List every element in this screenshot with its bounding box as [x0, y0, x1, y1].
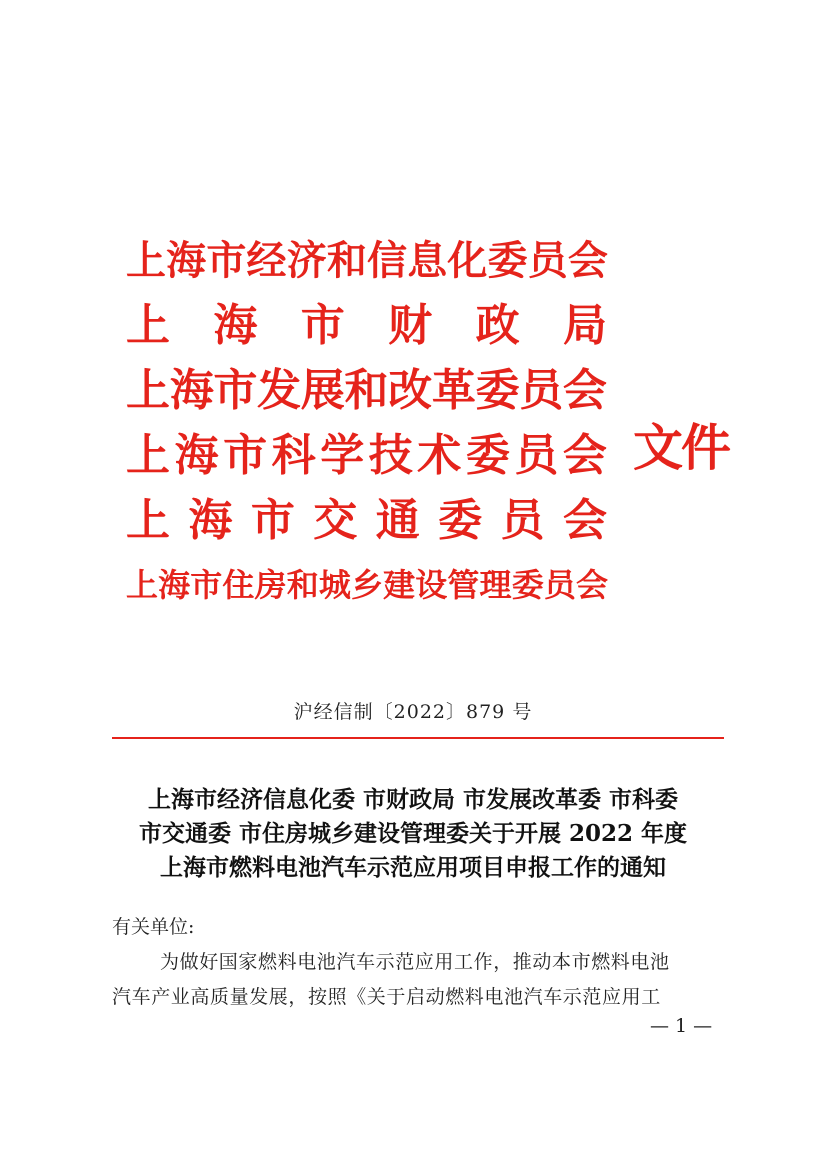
title-line-3: 上海市燃料电池汽车示范应用项目申报工作的通知 — [160, 854, 666, 881]
salutation: 有关单位: — [112, 916, 195, 938]
issuer-line: 上 海 市 财 政 局 — [126, 300, 606, 351]
issuing-authorities — [126, 228, 606, 618]
title-line-2: 市交通委 市住房城乡建设管理委关于开展 2022 年度 — [138, 820, 688, 847]
page-number: — 1 — — [650, 1015, 713, 1037]
document-suffix: 文件 — [633, 418, 729, 477]
issuer-line: 上 海 市 交 通 委 员 会 — [126, 495, 606, 546]
issuer-line: 上 海 市 科 学 技 术 委 员 会 — [126, 430, 606, 481]
paragraph-line: 汽车产业高质量发展，按照《关于启动燃料电池汽车示范应用工 — [112, 986, 661, 1008]
document-number: 沪经信制〔2022〕879 号 — [293, 701, 533, 723]
title-line-1: 上海市经济信息化委 市财政局 市发展改革委 市科委 — [147, 786, 679, 813]
issuer-line: 上 海 市 住 房 和 城 乡 建 设 管 理 委 员 会 — [126, 566, 606, 604]
document-title — [100, 783, 726, 885]
issuer-line: 上 海 市 发 展 和 改 革 委 员 会 — [126, 365, 606, 416]
issuer-line: 上 海 市 经 济 和 信 息 化 委 员 会 — [126, 237, 606, 284]
paragraph-line: 为做好国家燃料电池汽车示范应用工作，推动本市燃料电池 — [160, 951, 670, 973]
red-divider-line — [112, 737, 724, 739]
